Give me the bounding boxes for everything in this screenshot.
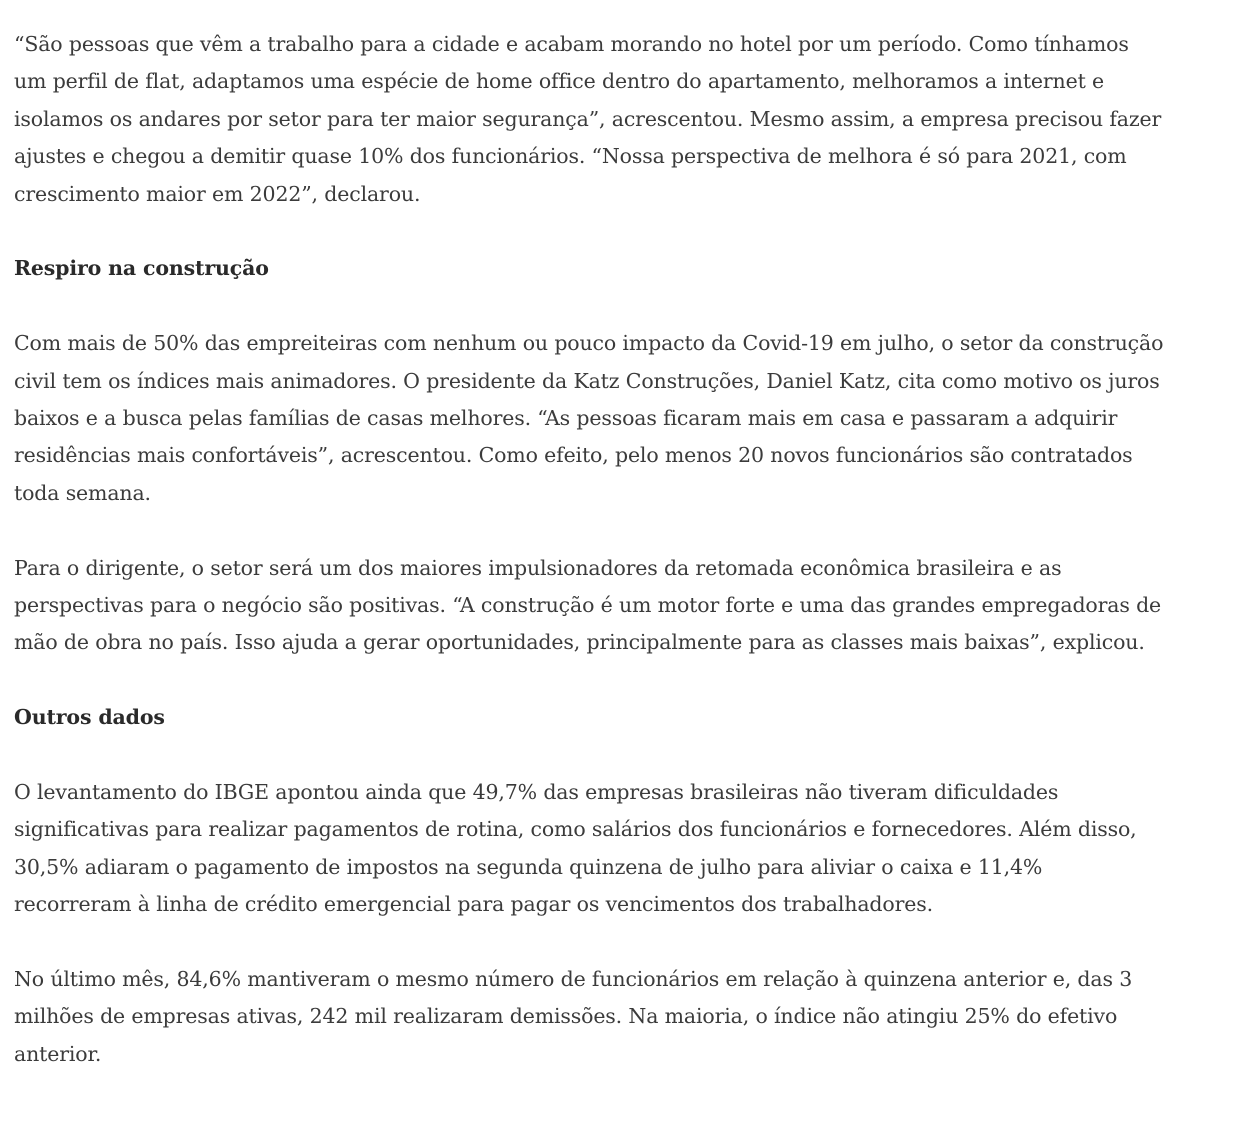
article-paragraph: O levantamento do IBGE apontou ainda que 49,7% das empresas brasileiras não tiveram dificuldades significativas para realizar pagamentos de rotina, como salários dos funcionários e fornecedores. Além disso, 30,5% adiaram o pagamento de impostos na segunda quinzena de julho para aliviar o caixa e 11,4% recorreram à linha de crédito emergencial para pagar os vencimentos dos trabalhadores. bbox=[14, 780, 1137, 917]
article-paragraph: Com mais de 50% das empreiteiras com nenhum ou pouco impacto da Covid-19 em julho, o setor da construção civil tem os índices mais animadores. O presidente da Katz Construções, Daniel Katz, cita como motivo os juros baixos e a busca pelas famílias de casas melhores. “As pessoas ficaram mais em casa e passaram a adquirir residências mais confortáveis”, acrescentou. Como efeito, pelo menos 20 novos funcionários são contratados toda semana. bbox=[14, 331, 1164, 505]
article-paragraph: “São pessoas que vêm a trabalho para a cidade e acabam morando no hotel por um período. Como tínhamos um perfil de flat, adaptamos uma espécie de home office dentro do apartamento, melhoramos a internet e isolamos os andares por setor para ter maior segurança”, acrescentou. Mesmo assim, a empresa precisou fazer ajustes e chegou a demitir quase 10% dos funcionários. “Nossa perspectiva de melhora é só para 2021, com crescimento maior em 2022”, declarou. bbox=[14, 32, 1162, 206]
section-heading-outros-dados: Outros dados bbox=[14, 705, 165, 730]
article-paragraph: Para o dirigente, o setor será um dos maiores impulsionadores da retomada econômica brasileira e as perspectivas para o negócio são positivas. “A construção é um motor forte e uma das grandes empregadoras de mão de obra no país. Isso ajuda a gerar oportunidades, principalmente para as classes mais baixas”, explicou. bbox=[14, 555, 1162, 655]
section-heading-respiro: Respiro na construção bbox=[14, 256, 269, 281]
article-paragraph: No último mês, 84,6% mantiveram o mesmo número de funcionários em relação à quinzena anterior e, das 3 milhões de empresas ativas, 242 mil realizaram demissões. Na maioria, o índice não atingiu 25% do efetivo anterior. bbox=[14, 967, 1133, 1066]
article-body bbox=[14, 26, 1164, 1111]
